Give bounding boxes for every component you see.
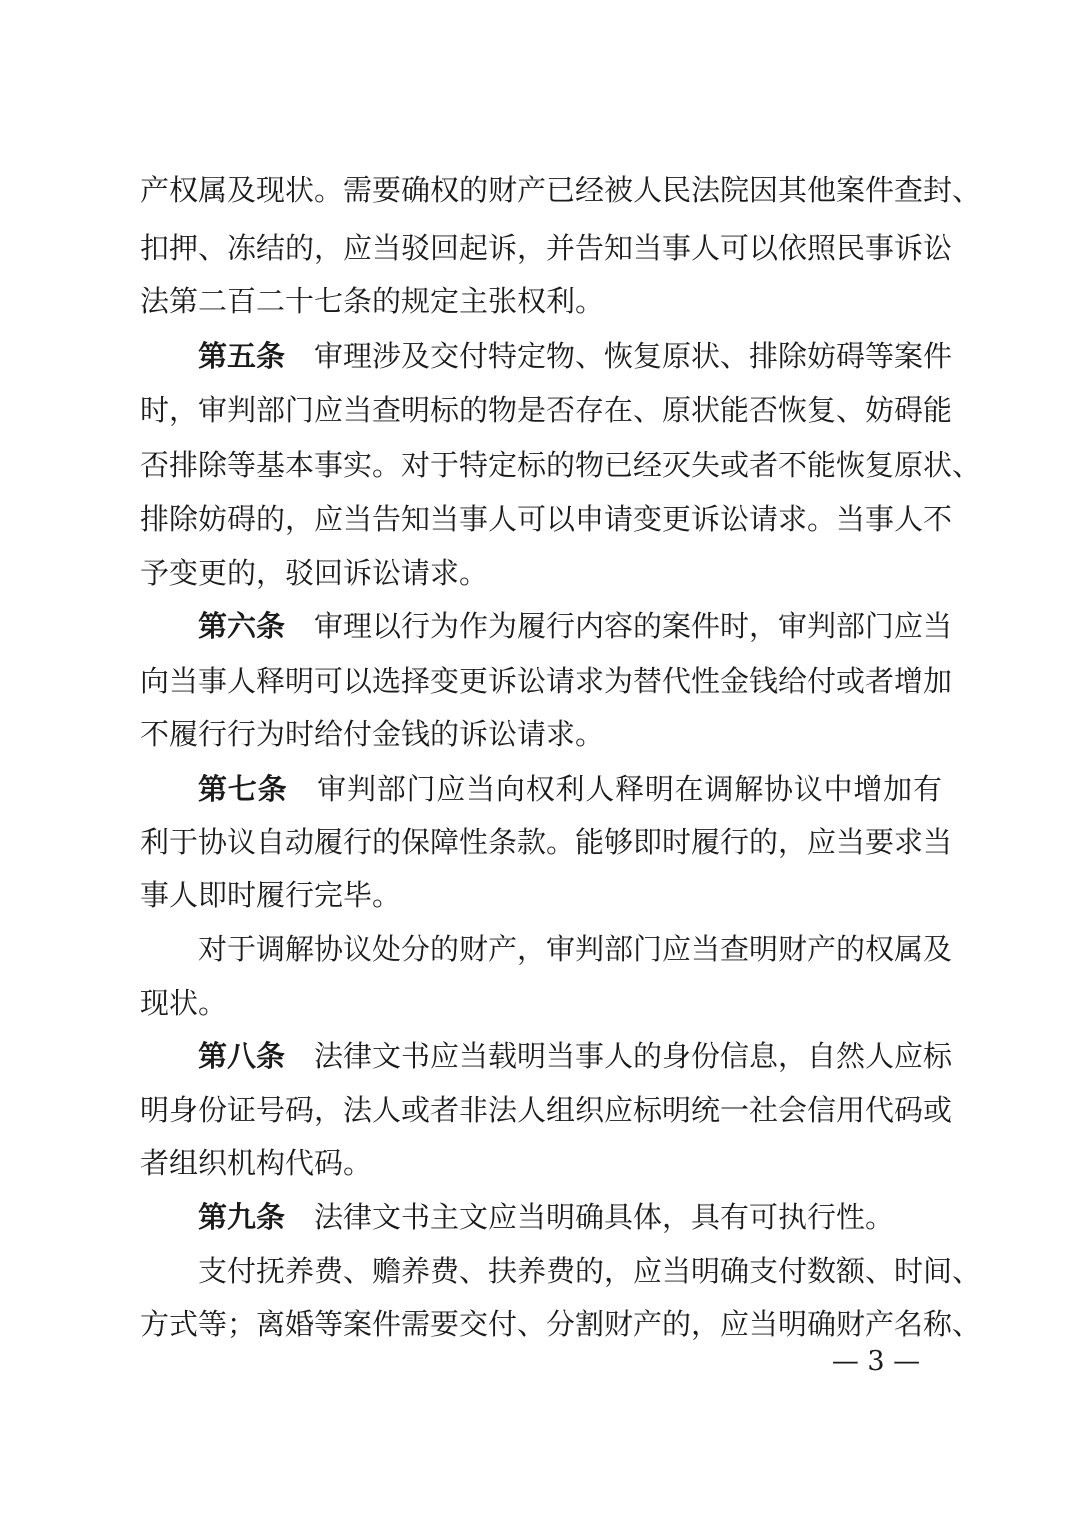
page-number: — 3 — [831, 1346, 921, 1377]
body-line: 明身份证号码，法人或者非法人组织应标明统一社会信用代码或 [140, 1093, 953, 1127]
body-line: 支付抚养费、赡养费、扶养费的，应当明确支付数额、时间、 [198, 1254, 982, 1288]
body-line: 排除妨碍的，应当告知当事人可以申请变更诉讼请求。当事人不 [140, 502, 953, 536]
article-heading: 第七条 [198, 772, 288, 806]
body-line: 利于协议自动履行的保障性条款。能够即时履行的，应当要求当 [140, 825, 953, 859]
body-line: 现状。 [140, 986, 228, 1020]
article-text: 法律文书主文应当明确具体，具有可执行性。 [285, 1200, 895, 1234]
body-line: 不履行行为时给付金钱的诉讼请求。 [140, 717, 605, 751]
body-line: 事人即时履行完毕。 [140, 878, 402, 912]
body-line: 予变更的，驳回诉讼请求。 [140, 556, 489, 590]
body-line: 方式等；离婚等案件需要交付、分割财产的，应当明确财产名称、 [140, 1307, 982, 1341]
article-heading: 第九条 [198, 1200, 286, 1234]
body-line: 时，审判部门应当查明标的物是否存在、原状能否恢复、妨碍能 [140, 393, 953, 427]
body-line: 产权属及现状。需要确权的财产已经被人民法院因其他案件查封、 [140, 173, 982, 207]
article-text: 审理以行为作为履行内容的案件时，审判部门应当 [285, 609, 953, 643]
article-9-first-line [198, 1188, 942, 1246]
body-line: 扣押、冻结的，应当驳回起诉，并告知当事人可以依照民事诉讼 [140, 231, 953, 265]
article-6-first-line [198, 597, 953, 655]
article-text: 审理涉及交付特定物、恢复原状、排除妨碍等案件 [285, 339, 953, 373]
article-heading: 第八条 [198, 1039, 286, 1073]
article-text: 法律文书应当载明当事人的身份信息，自然人应标 [285, 1039, 953, 1073]
body-line: 对于调解协议处分的财产，审判部门应当查明财产的权属及 [198, 932, 953, 966]
body-line: 否排除等基本事实。对于特定标的物已经灭失或者不能恢复原状、 [140, 448, 982, 482]
body-line: 向当事人释明可以选择变更诉讼请求为替代性金钱给付或者增加 [140, 664, 953, 698]
article-8-first-line [198, 1027, 953, 1085]
body-line: 者组织机构代码。 [140, 1146, 373, 1180]
article-5-first-line [198, 327, 953, 385]
article-heading: 第六条 [198, 609, 286, 643]
body-line: 法第二百二十七条的规定主张权利。 [140, 284, 605, 318]
article-text: 审判部门应当向权利人释明在调解协议中增加有 [287, 772, 942, 806]
article-heading: 第五条 [198, 339, 286, 373]
article-7-first-line [198, 760, 942, 818]
